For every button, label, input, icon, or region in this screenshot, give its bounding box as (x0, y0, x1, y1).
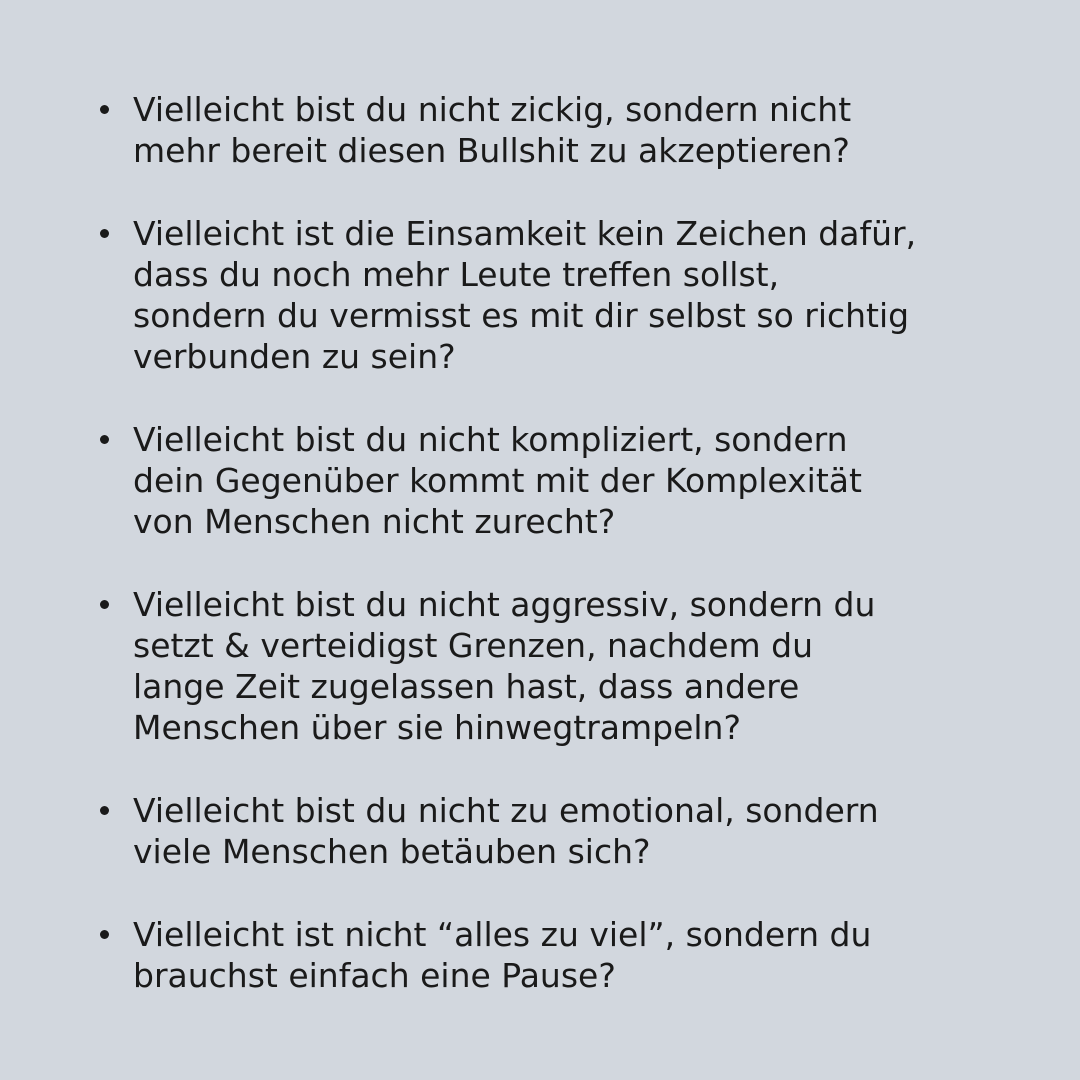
list-item-line: mehr bereit diesen Bullshit zu akzeptieren? (133, 131, 850, 170)
bullet-icon (100, 435, 109, 444)
list-item-line: von Menschen nicht zurecht? (133, 502, 616, 541)
bullet-icon (100, 930, 109, 939)
list-item (133, 89, 1033, 171)
list-item-line: dein Gegenüber kommt mit der Komplexität (133, 461, 862, 500)
bullet-icon (100, 600, 109, 609)
list-item (133, 914, 1033, 996)
bullet-list (133, 89, 1033, 996)
list-item-line: Vielleicht ist nicht “alles zu viel”, sondern du (133, 915, 872, 954)
list-item-line: dass du noch mehr Leute treffen sollst, (133, 255, 780, 294)
list-item-line: viele Menschen betäuben sich? (133, 832, 651, 871)
list-item-line: verbunden zu sein? (133, 337, 456, 376)
list-item (133, 419, 1033, 542)
list-item (133, 584, 1033, 748)
list-item-line: Vielleicht bist du nicht zickig, sondern nicht (133, 90, 852, 129)
list-item (133, 790, 1033, 872)
list-item (133, 213, 1033, 377)
list-item-line: lange Zeit zugelassen hast, dass andere (133, 667, 800, 706)
list-item-line: Vielleicht bist du nicht kompliziert, sondern (133, 420, 848, 459)
list-item-line: Vielleicht bist du nicht zu emotional, sondern (133, 791, 879, 830)
list-item-line: sondern du vermisst es mit dir selbst so richtig (133, 296, 910, 335)
bullet-icon (100, 105, 109, 114)
bullet-icon (100, 229, 109, 238)
list-item-line: brauchst einfach eine Pause? (133, 956, 616, 995)
list-item-line: Vielleicht ist die Einsamkeit kein Zeichen dafür, (133, 214, 917, 253)
list-item-line: Menschen über sie hinwegtrampeln? (133, 708, 741, 747)
list-item-line: setzt & verteidigst Grenzen, nachdem du (133, 626, 813, 665)
list-item-line: Vielleicht bist du nicht aggressiv, sondern du (133, 585, 876, 624)
bullet-icon (100, 806, 109, 815)
